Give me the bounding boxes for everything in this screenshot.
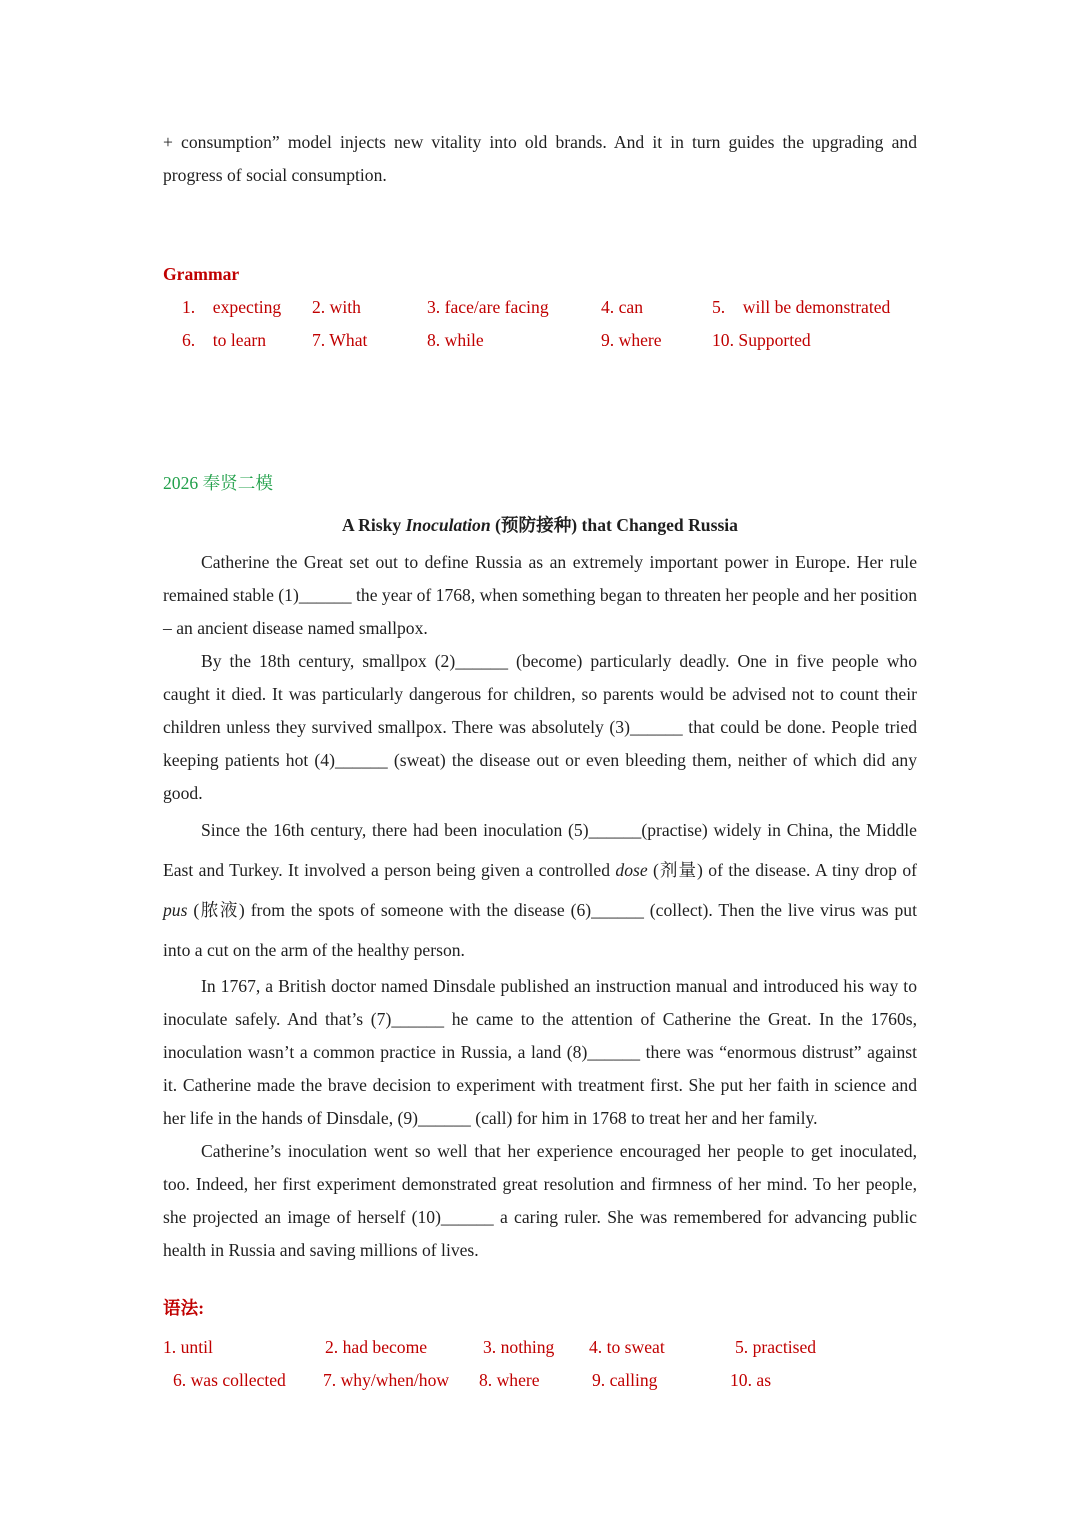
grammar-answer-1: 1. expecting (182, 297, 282, 317)
intro-paragraph: + consumption” model injects new vitality into old brands. And it in turn guides the upgrading and progress of social consumption. (163, 132, 917, 185)
yufa-answer-6: 6. was collected (173, 1370, 286, 1390)
grammar-answer-4: 4. can (601, 297, 644, 317)
grammar-answer-2: 2. with (312, 297, 361, 317)
passage-paragraph-3: Since the 16th century, there had been inoculation (5)______(practise) widely in China, the Middle East and Turkey. It involved a person being given a controlled dose (剂量) of the disease. A tiny drop of pus (脓液) from the spots of someone with the disease (6)______ (collect). Then the live virus was put into a cut on the arm of the healthy person. (163, 820, 917, 960)
yufa-answer-3: 3. nothing (483, 1337, 555, 1357)
grammar-answer-3: 3. face/are facing (427, 297, 549, 317)
passage-paragraph-5: Catherine’s inoculation went so well that her experience encouraged her people to get inoculated, too. Indeed, her first experiment demonstrated great resolution and firmness of her mind. To her people, she projected an image of herself (10)______ a caring ruler. She was remembered for advancing public health in Russia and saving millions of lives. (163, 1141, 917, 1260)
grammar-answer-8: 8. while (427, 330, 484, 350)
grammar-heading: Grammar (163, 264, 240, 284)
passage-title: A Risky Inoculation (预防接种) that Changed Russia (342, 515, 738, 535)
yufa-answer-4: 4. to sweat (589, 1337, 665, 1357)
yufa-answer-2: 2. had become (325, 1337, 428, 1357)
yufa-answer-9: 9. calling (592, 1370, 658, 1390)
passage-paragraph-1: Catherine the Great set out to define Russia as an extremely important power in Europe. Her rule remained stable (1)______ the year of 1768, when something began to threaten her people and her position – an ancient disease named smallpox. (163, 552, 917, 638)
passage-paragraph-2: By the 18th century, smallpox (2)______ (become) particularly deadly. One in five people who caught it died. It was particularly dangerous for children, so parents would be advised not to count their children unless they survived smallpox. There was absolutely (3)______ that could be done. People tried keeping patients hot (4)______ (sweat) the disease out or even bleeding them, neither of which did any good. (163, 651, 917, 803)
grammar-answer-10: 10. Supported (712, 330, 811, 350)
passage-paragraph-4: In 1767, a British doctor named Dinsdale published an instruction manual and introduced his way to inoculate safely. And that’s (7)______ he came to the attention of Catherine the Great. In the 1760s, inoculation wasn’t a common practice in Russia, a land (8)______ there was “enormous distrust” against it. Catherine made the brave decision to experiment with treatment first. She put her faith in science and her life in the hands of Dinsdale, (9)______ (call) for him in 1768 to treat her and her family. (163, 976, 917, 1128)
passage-body (163, 546, 917, 1267)
exam-label: 2026 奉贤二模 (163, 473, 273, 493)
yufa-answer-7: 7. why/when/how (323, 1370, 450, 1390)
yufa-answer-10: 10. as (730, 1370, 772, 1390)
yufa-answer-1: 1. until (163, 1337, 213, 1357)
yufa-answer-5: 5. practised (735, 1337, 817, 1357)
grammar-answer-7: 7. What (312, 330, 368, 350)
grammar-answer-6: 6. to learn (182, 330, 267, 350)
yufa-answer-8: 8. where (479, 1370, 540, 1390)
yufa-heading: 语法: (163, 1298, 205, 1318)
grammar-answer-5: 5. will be demonstrated (712, 297, 891, 317)
grammar-answer-9: 9. where (601, 330, 662, 350)
